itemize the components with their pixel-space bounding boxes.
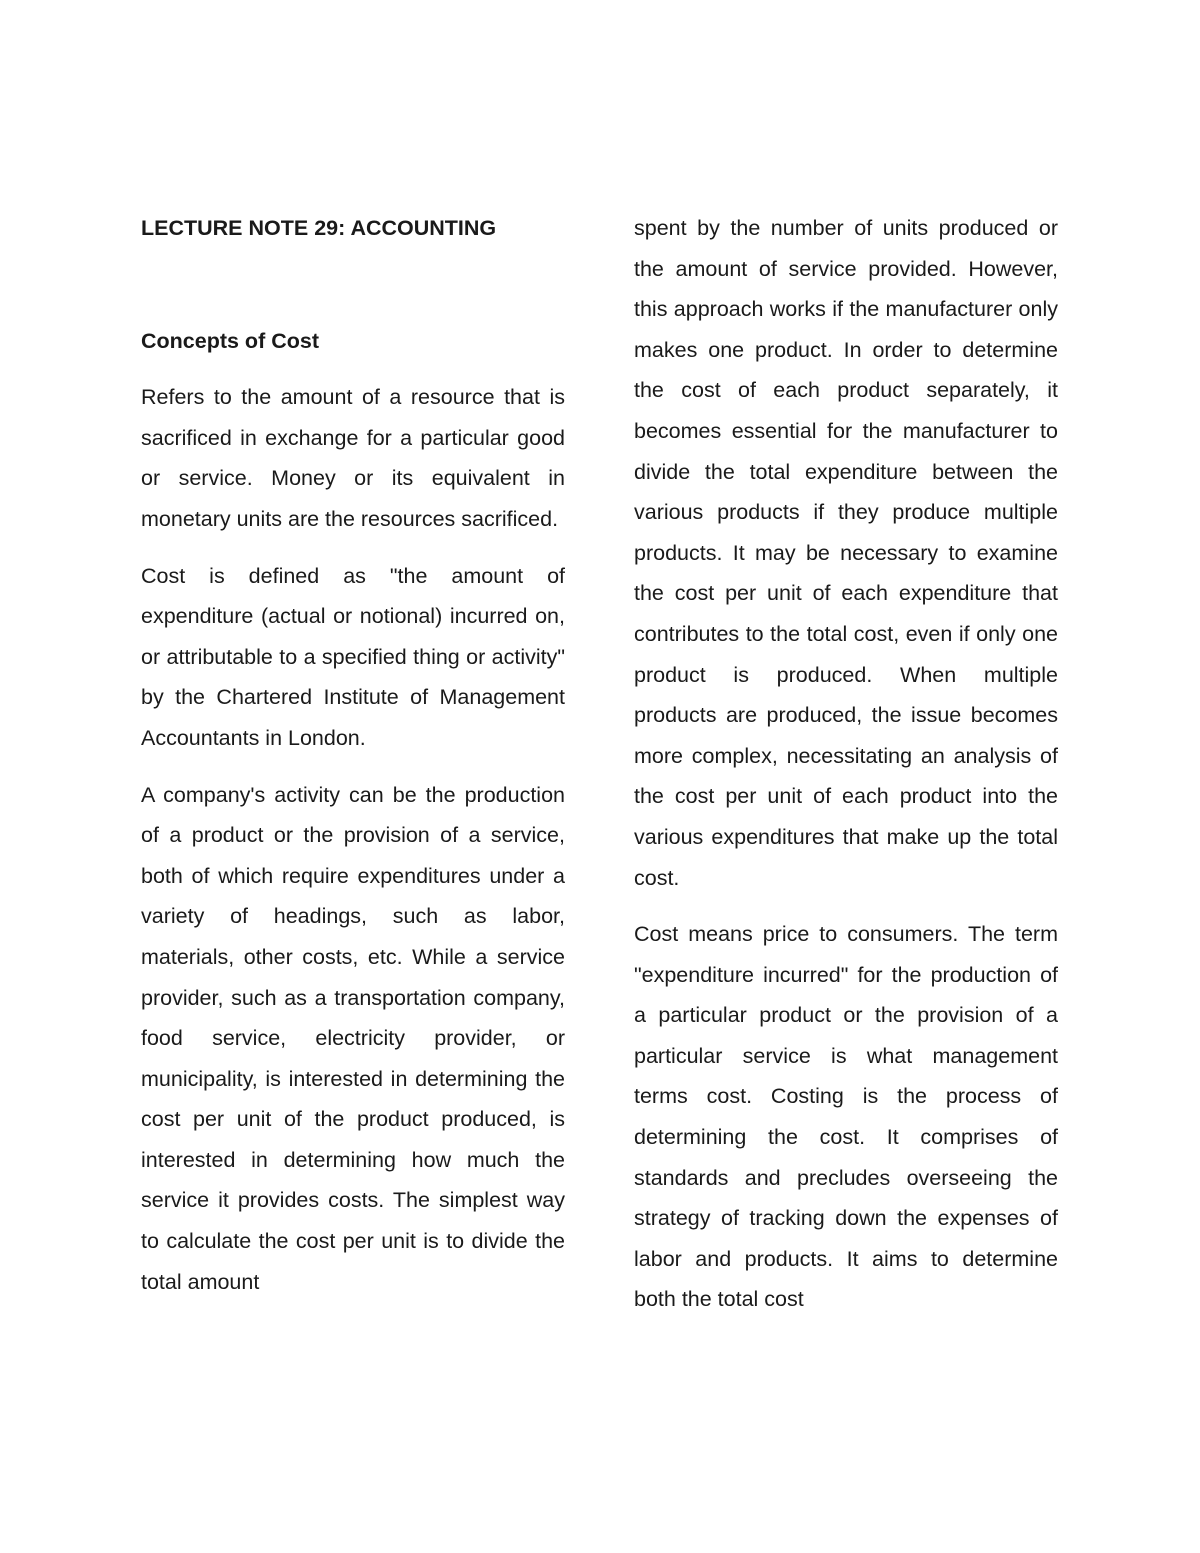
paragraph: A company's activity can be the production of a product or the provision of a service, both of which require expenditures under a variety of headings, such as labor, materials, other costs, etc. While a service provider, such as a transportation company, food service, electricity provider, or municipality, is interested in determining the cost per unit of the product produced, is interested in determining how much the service it provides costs. The simplest way to calculate the cost per unit is to divide the total amount [141, 782, 565, 1294]
paragraph: Refers to the amount of a resource that is sacrificed in exchange for a particular good or service. Money or its equivalent in monetary units are the resources sacrificed. [141, 385, 565, 531]
right-column [634, 208, 1058, 1336]
paragraph: Cost means price to consumers. The term "expenditure incurred" for the production of a particular product or the provision of a particular service is what management terms cost. Costing is the process of determining the cost. It comprises of standards and precludes overseeing the strategy of tracking down the expenses of labor and products. It aims to determine both the total cost [634, 922, 1058, 1312]
section-heading: Concepts of Cost [141, 328, 319, 353]
paragraph: spent by the number of units produced or the amount of service provided. However, this approach works if the manufacturer only makes one product. In order to determine the cost of each product separately, it becomes essential for the manufacturer to divide the total expenditure between the various products if they produce multiple products. It may be necessary to examine the cost per unit of each expenditure that contributes to the total cost, even if only one product is produced. When multiple products are produced, the issue becomes more complex, necessitating an analysis of the cost per unit of each product into the various expenditures that make up the total cost. [634, 216, 1058, 890]
paragraph: Cost is defined as "the amount of expenditure (actual or notional) incurred on, or attributable to a specified thing or activity" by the Chartered Institute of Management Accountants in London. [141, 563, 565, 750]
document-title: LECTURE NOTE 29: ACCOUNTING [141, 216, 497, 240]
left-column [141, 208, 565, 1318]
